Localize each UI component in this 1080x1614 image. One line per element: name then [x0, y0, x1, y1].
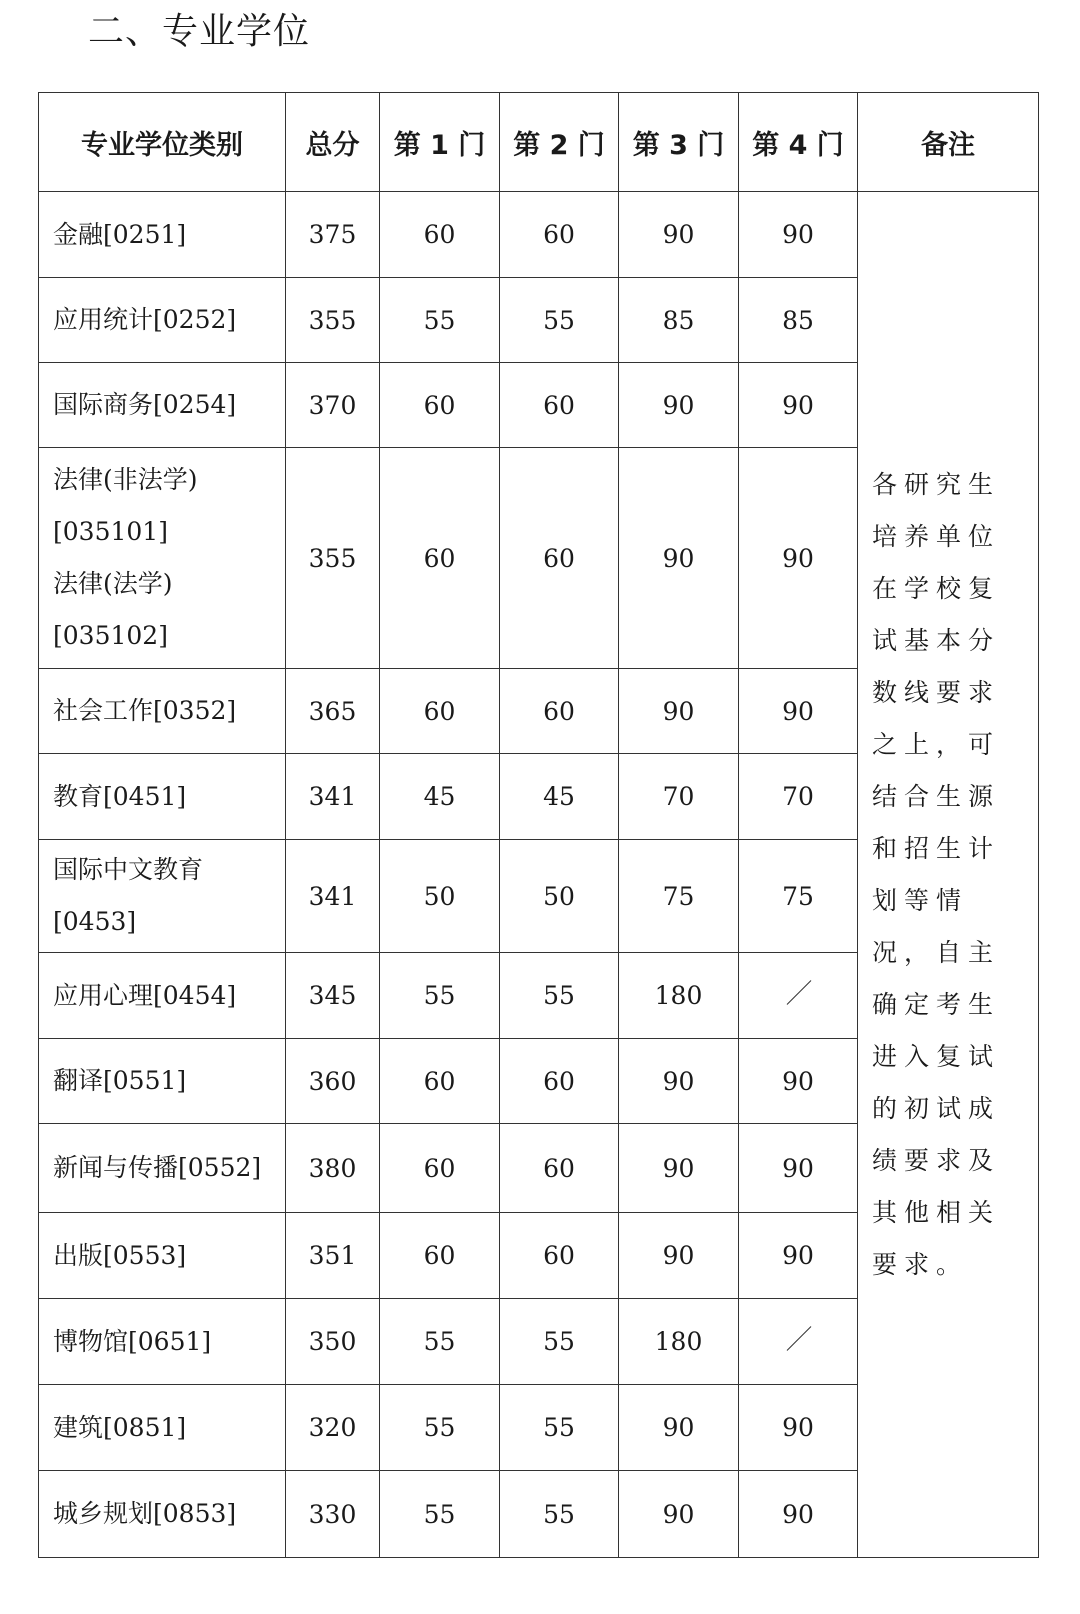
- cell-total: 355: [286, 448, 380, 669]
- cell-category: [39, 448, 286, 669]
- cell-subject-3: 90: [619, 1385, 739, 1471]
- cell-subject-4: 70: [739, 754, 858, 840]
- cell-subject-4: 90: [739, 1124, 858, 1213]
- cell-subject-4: [739, 1299, 858, 1385]
- cell-subject-2: 55: [500, 953, 619, 1039]
- not-applicable-mark: [784, 1325, 812, 1353]
- cell-subject-3: 90: [619, 1039, 739, 1124]
- cell-total: 365: [286, 669, 380, 754]
- cell-subject-1: 45: [380, 754, 500, 840]
- cell-total: 341: [286, 754, 380, 840]
- header-subject-4: 第 4 门: [739, 93, 858, 192]
- cell-subject-1: 60: [380, 1213, 500, 1299]
- cell-subject-3: 90: [619, 669, 739, 754]
- cell-subject-3: 90: [619, 1124, 739, 1213]
- cell-subject-3: 90: [619, 192, 739, 278]
- cell-subject-4: 90: [739, 1039, 858, 1124]
- header-subject-2: 第 2 门: [500, 93, 619, 192]
- cell-total: 380: [286, 1124, 380, 1213]
- cell-subject-4: [739, 953, 858, 1039]
- cell-subject-2: 60: [500, 1039, 619, 1124]
- cell-category: 翻译[0551]: [39, 1039, 286, 1124]
- category-line: 法律(非法学): [53, 465, 198, 494]
- cell-subject-1: 60: [380, 1124, 500, 1213]
- cell-subject-2: 60: [500, 192, 619, 278]
- cell-subject-4: 90: [739, 192, 858, 278]
- cell-category: 社会工作[0352]: [39, 669, 286, 754]
- cell-subject-2: 60: [500, 1213, 619, 1299]
- cell-category: 博物馆[0651]: [39, 1299, 286, 1385]
- cell-subject-2: 45: [500, 754, 619, 840]
- cell-subject-1: 55: [380, 1471, 500, 1558]
- category-line: [035102]: [53, 621, 168, 650]
- cell-subject-3: 90: [619, 448, 739, 669]
- cell-subject-2: 60: [500, 1124, 619, 1213]
- cell-subject-2: 55: [500, 1385, 619, 1471]
- cell-total: 360: [286, 1039, 380, 1124]
- cell-subject-1: 55: [380, 953, 500, 1039]
- cell-subject-4: 90: [739, 669, 858, 754]
- cell-subject-3: 90: [619, 1471, 739, 1558]
- category-line: 国际中文教育: [53, 855, 204, 884]
- cell-category: 金融[0251]: [39, 192, 286, 278]
- cell-subject-1: 60: [380, 448, 500, 669]
- section-title: 二、专业学位: [88, 11, 311, 52]
- cell-total: 341: [286, 840, 380, 953]
- cell-subject-1: 55: [380, 1385, 500, 1471]
- cell-subject-2: 55: [500, 1471, 619, 1558]
- cell-category: 建筑[0851]: [39, 1385, 286, 1471]
- cell-subject-1: 55: [380, 1299, 500, 1385]
- cell-subject-4: 90: [739, 1385, 858, 1471]
- category-line: [0453]: [53, 907, 137, 936]
- cell-subject-3: 90: [619, 1213, 739, 1299]
- cell-total: 375: [286, 192, 380, 278]
- table-body: [39, 192, 1039, 1558]
- cell-subject-4: 90: [739, 363, 858, 448]
- cell-subject-3: 180: [619, 1299, 739, 1385]
- category-line: 法律(法学): [53, 569, 173, 598]
- header-category: 专业学位类别: [39, 93, 286, 192]
- cell-subject-1: 55: [380, 278, 500, 363]
- cell-subject-3: 180: [619, 953, 739, 1039]
- header-subject-1: 第 1 门: [380, 93, 500, 192]
- cell-subject-4: 90: [739, 1471, 858, 1558]
- cell-subject-2: 60: [500, 448, 619, 669]
- cell-total: 345: [286, 953, 380, 1039]
- cell-total: 355: [286, 278, 380, 363]
- cell-category: 新闻与传播[0552]: [39, 1124, 286, 1213]
- not-applicable-mark: [784, 979, 812, 1007]
- cell-category: [39, 840, 286, 953]
- cell-subject-2: 60: [500, 363, 619, 448]
- cell-subject-4: 90: [739, 1213, 858, 1299]
- cell-category: 应用心理[0454]: [39, 953, 286, 1039]
- category-line: [035101]: [53, 517, 168, 546]
- cell-subject-2: 55: [500, 278, 619, 363]
- cell-total: 370: [286, 363, 380, 448]
- cell-subject-4: 90: [739, 448, 858, 669]
- cell-category: 应用统计[0252]: [39, 278, 286, 363]
- cell-total: 351: [286, 1213, 380, 1299]
- cell-subject-1: 60: [380, 192, 500, 278]
- cell-subject-4: 85: [739, 278, 858, 363]
- cell-total: 350: [286, 1299, 380, 1385]
- cell-category: 国际商务[0254]: [39, 363, 286, 448]
- cell-subject-3: 85: [619, 278, 739, 363]
- cell-note: 各研究生培养单位在学校复试基本分数线要求之上，可结合生源和招生计划等情况，自主确定考生进入复试的初试成绩要求及其他相关要求。: [858, 192, 1039, 1558]
- cell-category: 城乡规划[0853]: [39, 1471, 286, 1558]
- cell-subject-1: 60: [380, 363, 500, 448]
- header-row: [39, 93, 1039, 192]
- cell-total: 320: [286, 1385, 380, 1471]
- cell-subject-1: 50: [380, 840, 500, 953]
- cell-subject-4: 75: [739, 840, 858, 953]
- cell-category: 出版[0553]: [39, 1213, 286, 1299]
- header-total: 总分: [286, 93, 380, 192]
- cell-subject-3: 70: [619, 754, 739, 840]
- cell-subject-1: 60: [380, 1039, 500, 1124]
- cell-subject-2: 50: [500, 840, 619, 953]
- cell-subject-3: 90: [619, 363, 739, 448]
- cell-total: 330: [286, 1471, 380, 1558]
- table-row: [39, 192, 1039, 278]
- cell-subject-3: 75: [619, 840, 739, 953]
- cell-subject-2: 60: [500, 669, 619, 754]
- cell-category: 教育[0451]: [39, 754, 286, 840]
- cell-subject-2: 55: [500, 1299, 619, 1385]
- cell-subject-1: 60: [380, 669, 500, 754]
- header-note: 备注: [858, 93, 1039, 192]
- score-table: [38, 92, 1039, 1558]
- table-header: [39, 93, 1039, 192]
- header-subject-3: 第 3 门: [619, 93, 739, 192]
